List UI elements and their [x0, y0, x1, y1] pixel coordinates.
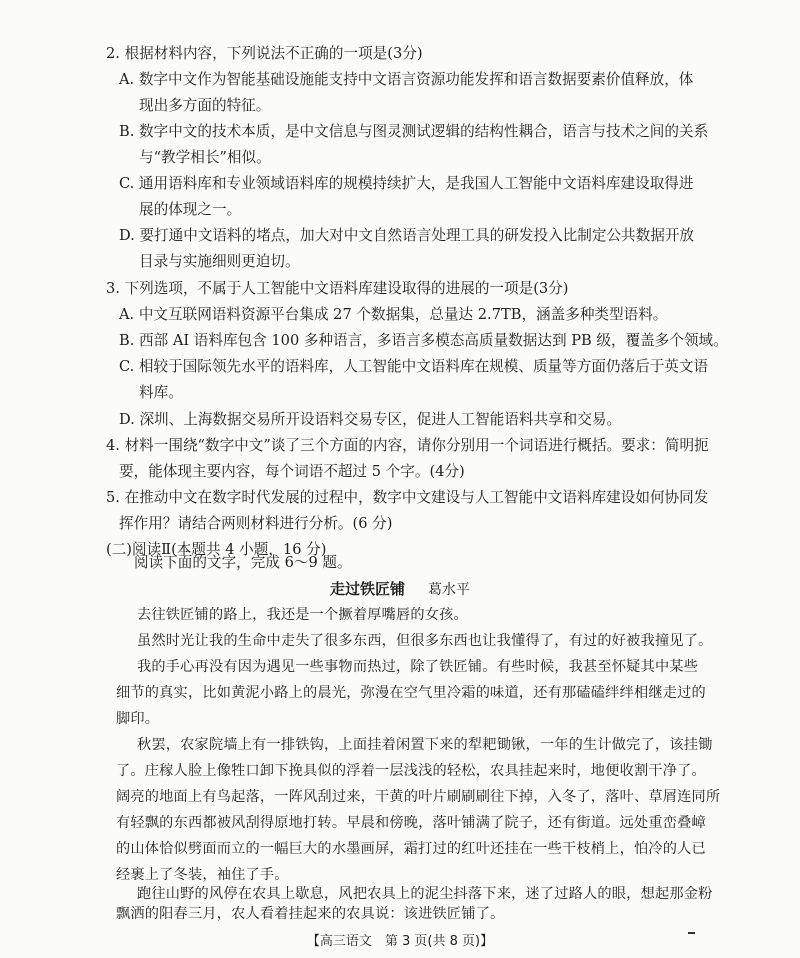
story-line-9: 有轻飘的东西都被风刮得原地打转。早晨和傍晚，落叶铺满了院子，还有街道。远处重峦叠嶂 [116, 815, 706, 831]
question-4-line-2: 要，能体现主要内容，每个词语不超过 5 个字。(4分) [119, 463, 465, 480]
question-3-option-d: D. 深圳、上海数据交易所开设语料交易专区，促进人工智能语料共享和交易。 [119, 411, 622, 428]
story-line-4: 细节的真实，比如黄泥小路上的晨光，弥漫在空气里冷霜的味道，还有那磕磕绊绊相继走过的 [116, 685, 706, 701]
story-line-6: 秋罢，农家院墙上有一排铁钩，上面挂着闲置下来的犁耙锄锹，一年的生计做完了，该挂锄 [137, 737, 713, 753]
question-2-option-c: C. 通用语料库和专业领域语料库的规模持续扩大，是我国人工智能中文语料库建设取得进 [119, 175, 694, 192]
question-2-option-d-cont: 目录与实施细则更迫切。 [139, 253, 300, 270]
question-2-option-b-cont: 与“教学相长”相似。 [139, 149, 271, 166]
story-author: 葛水平 [428, 582, 471, 598]
section-heading: (二)阅读Ⅱ(本题共 4 小题，16 分) [106, 541, 327, 558]
question-2-option-d: D. 要打通中文语料的堵点，加大对中文自然语言处理工具的研发投入比制定公共数据开放 [119, 227, 695, 244]
question-2-option-a-cont: 现出多方面的特征。 [139, 97, 271, 114]
question-2-option-a: A. 数字中文作为智能基础设施能支持中文语言资源功能发挥和语言数据要素价值释放，体 [119, 71, 694, 88]
question-2-stem: 2. 根据材料内容，下列说法不正确的一项是(3分) [106, 45, 423, 62]
story-line-11: 经裹上了冬装，袖住了手。 [116, 867, 289, 883]
story-title-row [0, 578, 800, 599]
story-title: 走过铁匠铺 [329, 580, 405, 598]
story-line-10: 的山体恰似劈面而立的一幅巨大的水墨画屏，霜打过的红叶还挂在一些干枝梢上，怕冷的人已 [116, 841, 706, 857]
question-3-option-b: B. 西部 AI 语料库包含 100 多种语言，多语言多模态高质量数据达到 PB 级，覆盖多个领域。 [119, 332, 728, 349]
question-2-option-c-cont: 展的体现之一。 [139, 201, 242, 218]
story-line-12: 跑往山野的风停在农具上歇息，风把农具上的泥尘抖落下来，迷了过路人的眼，想起那金粉 [137, 886, 713, 902]
question-4-line-1: 4. 材料一围绕“数字中文”谈了三个方面的内容，请你分别用一个词语进行概括。要求：简明扼 [106, 437, 709, 454]
question-3-option-c: C. 相较于国际领先水平的语料库，人工智能中文语料库在规模、质量等方面仍落后于英文语 [119, 358, 709, 375]
story-line-1: 去往铁匠铺的路上，我还是一个撅着厚嘴唇的女孩。 [137, 607, 468, 623]
section-instruction: 阅读下面的文字，完成 6～9 题。 [134, 554, 352, 571]
story-line-8: 阔亮的地面上有鸟起落，一阵风刮过来，干黄的叶片刷刷刷往下掉，入冬了，落叶、草屑连同所 [116, 789, 721, 805]
story-line-5: 脚印。 [116, 711, 160, 727]
story-line-13: 飘洒的阳春三月，农人看着挂起来的农具说：该进铁匠铺了。 [116, 906, 505, 922]
page-footer: 【高三语文 第 3 页(共 8 页)】 [306, 934, 494, 949]
question-2-option-b: B. 数字中文的技术本质，是中文信息与图灵测试逻辑的结构性耦合，语言与技术之间的关系 [119, 123, 709, 140]
question-3-stem: 3. 下列选项，不属于人工智能中文语料库建设取得的进展的一项是(3分) [106, 280, 569, 297]
question-3-option-c-cont: 料库。 [139, 384, 183, 401]
corner-mark [688, 932, 695, 934]
story-line-3: 我的手心再没有因为遇见一些事物而热过，除了铁匠铺。有些时候，我甚至怀疑其中某些 [137, 659, 699, 675]
question-5-line-2: 挥作用？请结合两则材料进行分析。(6 分) [119, 515, 393, 532]
story-line-7: 了。庄稼人脸上像牲口卸下挽具似的浮着一层浅浅的轻松，农具挂起来时，地便收割干净了。 [116, 763, 706, 779]
story-line-2: 虽然时光让我的生命中走失了很多东西，但很多东西也让我懂得了，有过的好被我撞见了。 [137, 633, 713, 649]
question-5-line-1: 5. 在推动中文在数字时代发展的过程中，数字中文建设与人工智能中文语料库建设如何协同发 [106, 489, 709, 506]
question-3-option-a: A. 中文互联网语料资源平台集成 27 个数据集，总量达 2.7TB，涵盖多种类型语料。 [119, 306, 668, 323]
